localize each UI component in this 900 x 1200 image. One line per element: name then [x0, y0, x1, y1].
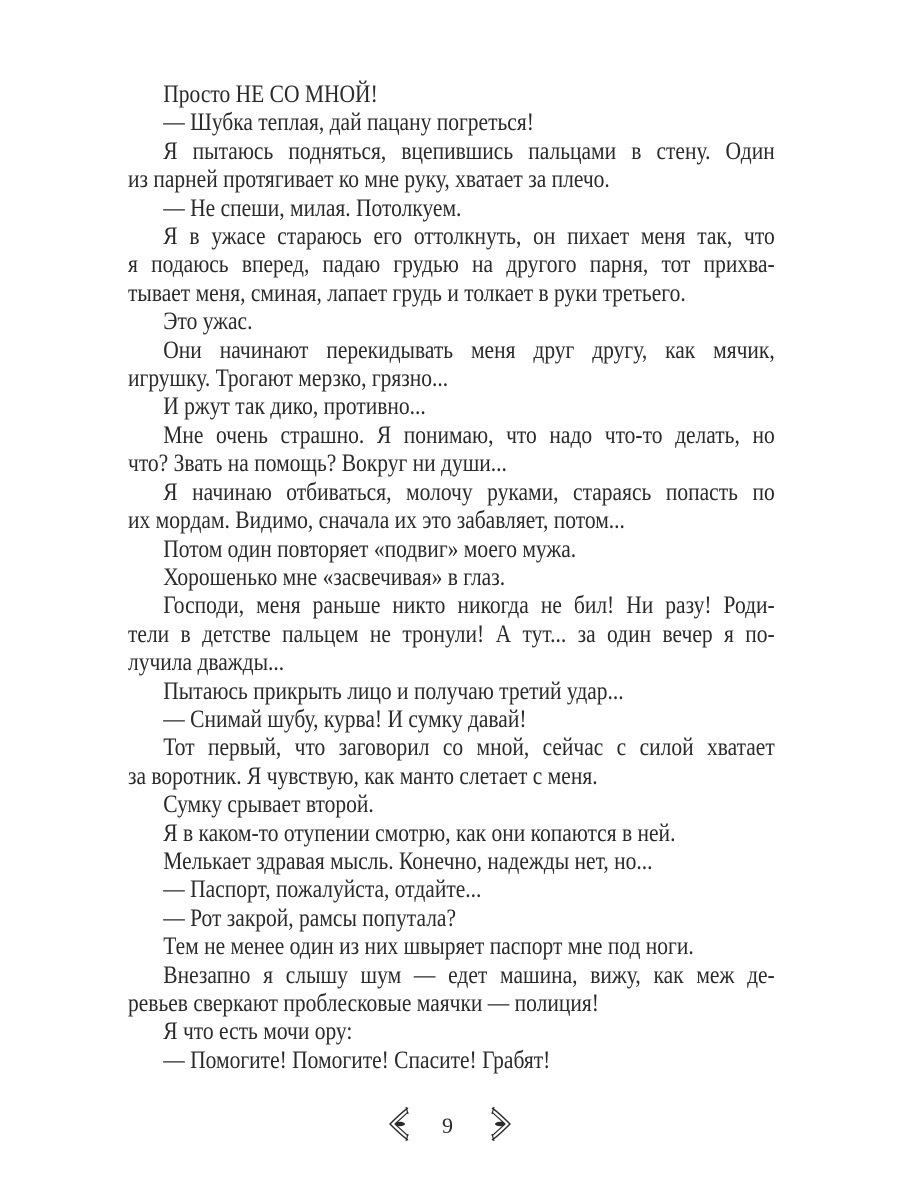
text-line: Мне очень страшно. Я понимаю, что надо что-то делать, но [163, 421, 775, 449]
text-line: тывает меня, сминая, лапает грудь и толкает в руки третьего. [128, 279, 686, 307]
text-line: их мордам. Видимо, сначала их это забавляет, потом... [128, 507, 625, 535]
text-line: — Помогите! Помогите! Спасите! Грабят! [163, 1046, 551, 1074]
page-footer [0, 1106, 900, 1146]
text-line: Господи, меня раньше никто никогда не бил! Ни разу! Роди- [163, 592, 775, 620]
text-line: Пытаюсь прикрыть лицо и получаю третий удар... [163, 677, 624, 705]
text-line: Я пытаюсь подняться, вцепившись пальцами в стену. Один [163, 137, 775, 165]
ornament-left-icon [388, 1106, 412, 1142]
text-line: тели в детстве пальцем не тронули! А тут... за один вечер я по- [128, 620, 775, 648]
text-line: Я в каком-то отупении смотрю, как они копаются в ней. [163, 819, 676, 847]
text-line: Мелькает здравая мысль. Конечно, надежды нет, но... [163, 847, 653, 875]
text-line: Я начинаю отбиваться, молочу руками, стараясь попасть по [163, 478, 775, 506]
text-line: — Рот закрой, рамсы попутала? [163, 904, 457, 932]
text-line: Тот первый, что заговорил со мной, сейчас с силой хватает [163, 734, 775, 762]
text-line: за воротник. Я чувствую, как манто слетает с меня. [128, 762, 598, 790]
text-line: И ржут так дико, противно... [163, 393, 426, 421]
page-body-text [128, 81, 775, 1075]
text-line: Я что есть мочи ору: [163, 1018, 353, 1046]
text-line: Потом один повторяет «подвиг» моего мужа. [163, 535, 577, 563]
text-line: игрушку. Трогают мерзко, грязно... [128, 365, 449, 393]
text-line: я подаюсь вперед, падаю грудью на другого парня, тот прихва- [128, 251, 775, 279]
text-line: — Паспорт, пожалуйста, отдайте... [163, 876, 482, 904]
text-line: Просто НЕ СО МНОЙ! [163, 81, 378, 108]
text-line: — Не спеши, милая. Потолкуем. [163, 194, 462, 222]
page-number: 9 [442, 1113, 453, 1138]
text-line: — Снимай шубу, курва! И сумку давай! [163, 705, 527, 733]
text-line: Внезапно я слышу шум — едет машина, вижу, как меж де- [163, 961, 775, 989]
text-line: Тем не менее один из них швыряет паспорт мне под ноги. [163, 933, 694, 961]
text-line: — Шубка теплая, дай пацану погреться! [163, 109, 534, 137]
text-line: Сумку срывает второй. [163, 791, 374, 819]
text-line: Они начинают перекидывать меня друг другу, как мячик, [163, 336, 775, 364]
text-line: из парней протягивает ко мне руку, хватает за плечо. [128, 166, 610, 194]
text-line: что? Звать на помощь? Вокруг ни души... [128, 450, 507, 478]
text-line: ревьев сверкают проблесковые маячки — полиция! [128, 990, 599, 1017]
text-line: Это ужас. [163, 308, 253, 336]
text-line: лучила дважды... [128, 649, 285, 677]
text-line: Хорошенько мне «засвечивая» в глаз. [163, 563, 506, 591]
text-line: Я в ужасе стараюсь его оттолкнуть, он пихает меня так, что [163, 223, 775, 251]
ornament-right-icon [488, 1106, 512, 1142]
